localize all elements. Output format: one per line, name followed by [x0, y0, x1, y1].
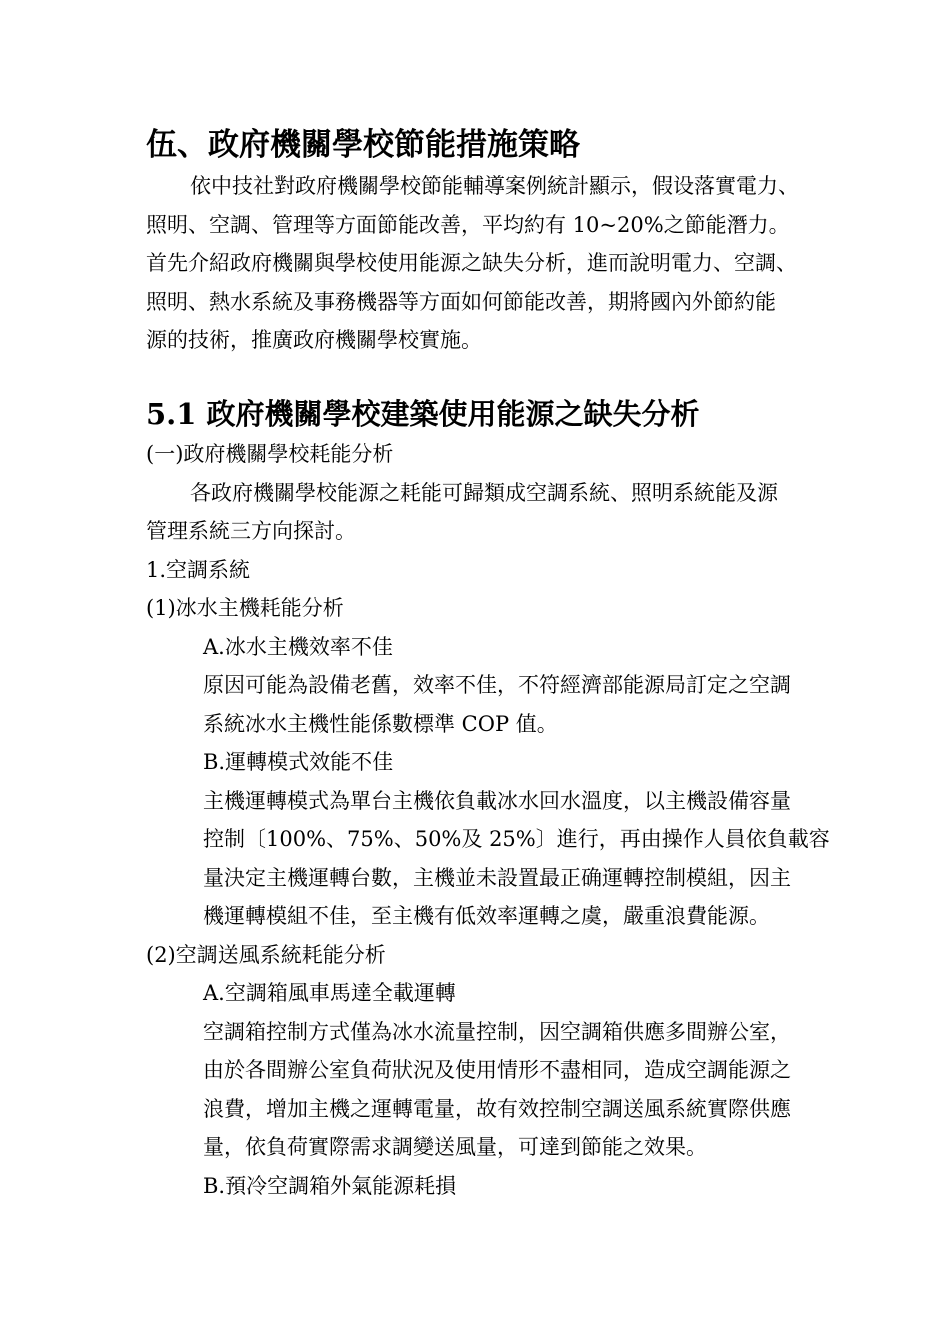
subsection-paragraph-line: 各政府機關學校能源之耗能可歸類成空調系統、照明系統能及源 — [190, 480, 778, 505]
point-text-line: 主機運轉模式為單台主機依負載冰水回水溫度，以主機設備容量 — [203, 788, 791, 813]
item-heading-air-supply: (2)空調送風系統耗能分析 — [146, 942, 386, 967]
point-text-line: 量，依負荷實際需求調變送風量，可達到節能之效果。 — [203, 1135, 707, 1159]
intro-paragraph — [146, 167, 799, 360]
chapter-heading: 伍、政府機關學校節能措施策略 — [146, 127, 580, 163]
subsection-paragraph-line: 管理系統三方向探討。 — [146, 519, 356, 543]
point-text-line: 機運轉模組不佳，至主機有低效率運轉之虞，嚴重浪費能源。 — [203, 904, 770, 928]
point-heading: B.運轉模式效能不佳 — [203, 750, 394, 774]
point-text-line: 由於各間辦公室負荷狀況及使用情形不盡相同，造成空調能源之 — [203, 1058, 791, 1082]
intro-line: 首先介紹政府機關與學校使用能源之缺失分析，進而說明電力、空調、 — [146, 251, 797, 275]
point-text-line: 系統冰水主機性能係數標準 COP 值。 — [203, 711, 558, 736]
point-text-line: 浪費，增加主機之運轉電量，故有效控制空調送風系統實際供應 — [203, 1096, 791, 1121]
item-heading-aircon: 1.空調系統 — [146, 557, 251, 582]
intro-line: 依中技社對政府機關學校節能輔導案例統計顯示，假设落實電力、 — [190, 174, 799, 198]
point-heading: B.預冷空調箱外氣能源耗損 — [203, 1173, 457, 1198]
point-text-line: 量決定主機運轉台數，主機並未設置最正确運轉控制模組，因主 — [203, 865, 791, 890]
intro-line: 照明、熱水系統及事務機器等方面如何節能改善，期將國內外節約能 — [146, 289, 776, 314]
point-heading: A.空調箱風車馬達全載運轉 — [203, 981, 456, 1005]
point-text-line: 空調箱控制方式僅為冰水流量控制，因空調箱供應多間辦公室， — [203, 1019, 791, 1044]
intro-line: 源的技術，推廣政府機關學校實施。 — [146, 328, 482, 352]
section-heading-5-1: 5.1 政府機關學校建築使用能源之缺失分析 — [146, 397, 700, 431]
intro-line: 照明、空調、管理等方面節能改善，平均約有 10~20%之節能潛力。 — [146, 212, 790, 237]
section-5-1-body — [146, 435, 830, 1205]
item-heading-chiller: (1)冰水主機耗能分析 — [146, 596, 344, 620]
point-text-line: 原因可能為設備老舊，效率不佳，不符經濟部能源局訂定之空調 — [203, 673, 791, 697]
point-heading: A.冰水主機效率不佳 — [203, 634, 393, 659]
subsection-heading: (一)政府機關學校耗能分析 — [146, 442, 394, 466]
point-text-line: 控制〔100%、75%、50%及 25%〕進行，再由操作人員依負載容 — [203, 827, 830, 851]
